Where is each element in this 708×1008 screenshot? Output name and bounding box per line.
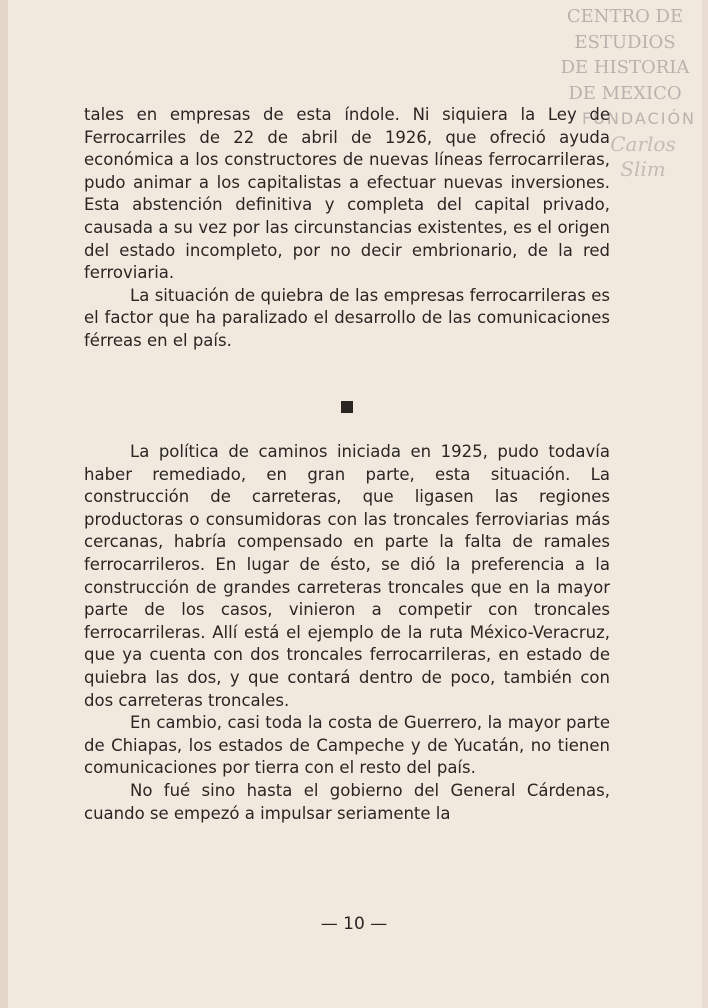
watermark-signature: Carlos Slim <box>610 131 676 181</box>
paragraph: En cambio, casi toda la costa de Guerrero, la mayor parte de Chiapas, los estados de Campeche y de Yucatán, no tienen comunicaciones por tierra con el resto del país. <box>84 713 610 778</box>
text-block-top <box>84 104 610 353</box>
paragraph: tales en empresas de esta índole. Ni siquiera la Ley de Ferrocarriles de 22 de abril de 1926, que ofreció ayuda económica a los constructores de nuevas líneas ferrocarrileras, pudo animar a los capitalistas a efectuar nuevas inversiones. Esta abstención definitiva y completa del capital privado, causada a su vez por las circunstancias existentes, es el origen del estado incompleto, por no decir embrionario, de la red ferroviaria. <box>84 105 610 283</box>
watermark-line: ESTUDIOS <box>574 31 676 53</box>
watermark-line: DE HISTORIA <box>560 57 690 78</box>
watermark-line: DE MEXICO <box>568 82 682 104</box>
paragraph: No fué sino hasta el gobierno del General Cárdenas, cuando se empezó a impulsar seriamente la <box>84 780 610 823</box>
section-separator-square <box>341 401 353 413</box>
page-right-edge <box>702 0 708 1008</box>
page-number: — 10 — <box>320 914 388 934</box>
page-left-edge <box>0 0 8 1008</box>
watermark-foundation: FUNDACIÓN <box>581 109 697 128</box>
paragraph: La política de caminos iniciada en 1925, pudo todavía haber remediado, en gran parte, esta situación. La construcción de carreteras, que ligasen las regiones productoras o consumidoras con las troncales ferroviarias más cercanas, habría compensado en parte la falta de ramales ferrocarrileros. En lugar de ésto, se dió la preferencia a la construcción de grandes carreteras troncales que en la mayor parte de los casos, vinieron a competir con troncales ferrocarrileras. Allí está el ejemplo de la ruta México-Veracruz, que ya cuenta con dos troncales ferrocarrileras, en estado de quiebra las dos, y que contará dentro de poco, también con dos carreteras troncales. <box>84 442 610 710</box>
watermark-line: CENTRO DE <box>566 6 684 27</box>
paragraph: La situación de quiebra de las empresas ferrocarrileras es el factor que ha paralizado el desarrollo de las comunicaciones férreas en el país. <box>84 285 610 350</box>
text-block-bottom <box>84 441 610 825</box>
